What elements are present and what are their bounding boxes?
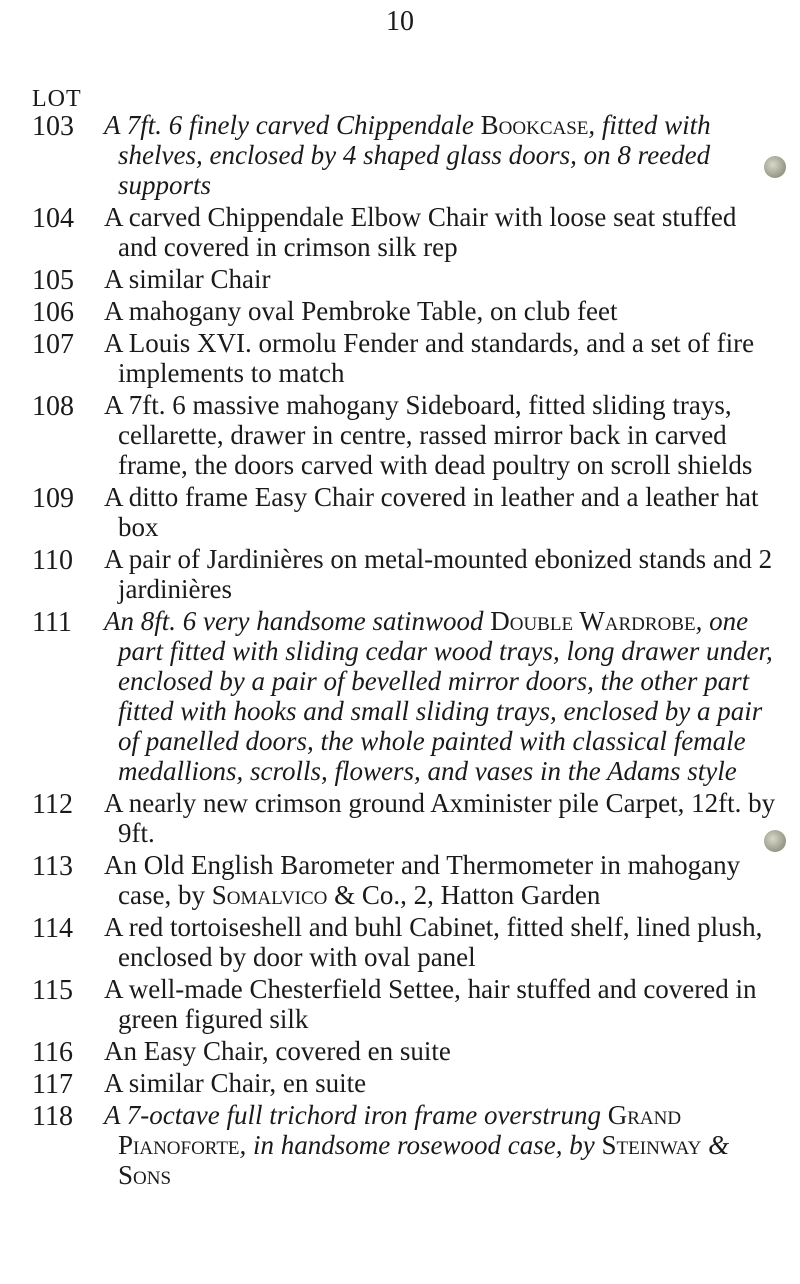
lot-entry [0,264,800,294]
lot-number: 110 [32,545,73,576]
lot-description [104,1068,778,1098]
lot-description-text: & Co., 2, Hatton Garden [327,880,601,910]
lot-description-text: An 8ft. 6 very handsome satinwood [104,606,491,636]
lot-description [104,202,778,262]
lot-number: 108 [32,391,74,422]
lot-number: 112 [32,789,73,820]
lot-entry [0,974,800,1034]
lot-number: 117 [32,1069,73,1100]
lot-entry [0,912,800,972]
lot-description-text: , in handsome rosewood case, by [239,1130,602,1160]
lot-description [104,606,778,786]
lot-number: 109 [32,483,74,514]
lot-description [104,1036,778,1066]
lot-description [104,264,778,294]
lot-entry [0,1100,800,1190]
lot-description-text: Sons [118,1160,172,1190]
lot-description-text: Somalvico [211,880,328,910]
lot-description-text: Bookcase [480,110,589,140]
lot-description-text: & [701,1130,730,1160]
lot-description [104,1100,778,1190]
lot-column-header: LOT [32,86,82,112]
lot-number: 115 [32,975,73,1006]
lot-entry [0,1036,800,1066]
lot-description-text: A 7ft. 6 finely carved Chippendale [104,110,481,140]
lot-description [104,912,778,972]
lot-number: 104 [32,203,74,234]
lot-description [104,788,778,848]
lot-description-text: A ditto frame Easy Chair covered in leather and a leather hat box [104,482,759,542]
lot-number: 103 [32,111,74,142]
lot-description-text: Double Wardrobe [490,606,696,636]
lot-number: 111 [32,607,72,638]
lot-description-text: , one part fitted with sliding cedar wood trays, long drawer under, enclosed by a pair of bevelled mirror doors, the other part fitted with hooks and small sliding trays, enclosed by a pair of panelled doors, the whole painted with classical female medallions, scrolls, flowers, and vases in the Adams style [118,606,773,786]
lot-description-text: A well-made Chesterfield Settee, hair stuffed and covered in green figured silk [104,974,757,1034]
lot-description [104,296,778,326]
lot-entry [0,202,800,262]
lot-description-text: A mahogany oval Pembroke Table, on club feet [104,296,618,326]
lot-entry [0,328,800,388]
lot-description-text: A similar Chair [104,264,271,294]
lot-number: 116 [32,1037,73,1068]
lot-description-text: A carved Chippendale Elbow Chair with loose seat stuffed and covered in crimson silk rep [104,202,737,262]
lot-description-text: A 7ft. 6 massive mahogany Sideboard, fitted sliding trays, cellarette, drawer in centre, rassed mirror back in carved frame, the doors carved with dead poultry on scroll shields [104,390,753,480]
lot-list [0,110,800,1192]
lot-description-text: A red tortoiseshell and buhl Cabinet, fitted shelf, lined plush, enclosed by door with oval panel [104,912,763,972]
lot-entry [0,390,800,480]
lot-description-text: A 7-octave full trichord iron frame overstrung [104,1100,608,1130]
lot-description [104,544,778,604]
lot-entry [0,606,800,786]
lot-entry [0,482,800,542]
lot-description-text: Grand Pianoforte [118,1100,682,1160]
lot-description [104,974,778,1034]
lot-entry [0,1068,800,1098]
lot-description-text: A nearly new crimson ground Axminister pile Carpet, 12ft. by 9ft. [104,788,776,848]
lot-description [104,110,778,200]
lot-number: 114 [32,913,73,944]
lot-entry [0,788,800,848]
lot-description [104,482,778,542]
lot-number: 118 [32,1101,73,1132]
lot-number: 113 [32,851,73,882]
lot-entry [0,296,800,326]
lot-number: 105 [32,265,74,296]
lot-description [104,328,778,388]
lot-description-text: A Louis XVI. ormolu Fender and standards, and a set of fire implements to match [104,328,755,388]
lot-entry [0,850,800,910]
lot-number: 107 [32,329,74,360]
lot-description-text: An Easy Chair, covered en suite [104,1036,451,1066]
lot-description [104,390,778,480]
lot-description-text: A similar Chair, en suite [104,1068,367,1098]
lot-entry [0,544,800,604]
lot-entry [0,110,800,200]
lot-description-text: An Old English Barometer and Thermometer in mahogany case, by [104,850,741,910]
lot-description-text: , fitted with shelves, enclosed by 4 shaped glass doors, on 8 reeded supports [118,110,711,200]
lot-description-text: A pair of Jardinières on metal-mounted ebonized stands and 2 jardinières [104,544,773,604]
page-number: 10 [386,6,414,37]
lot-description-text: Steinway [601,1130,702,1160]
lot-number: 106 [32,297,74,328]
lot-description [104,850,778,910]
